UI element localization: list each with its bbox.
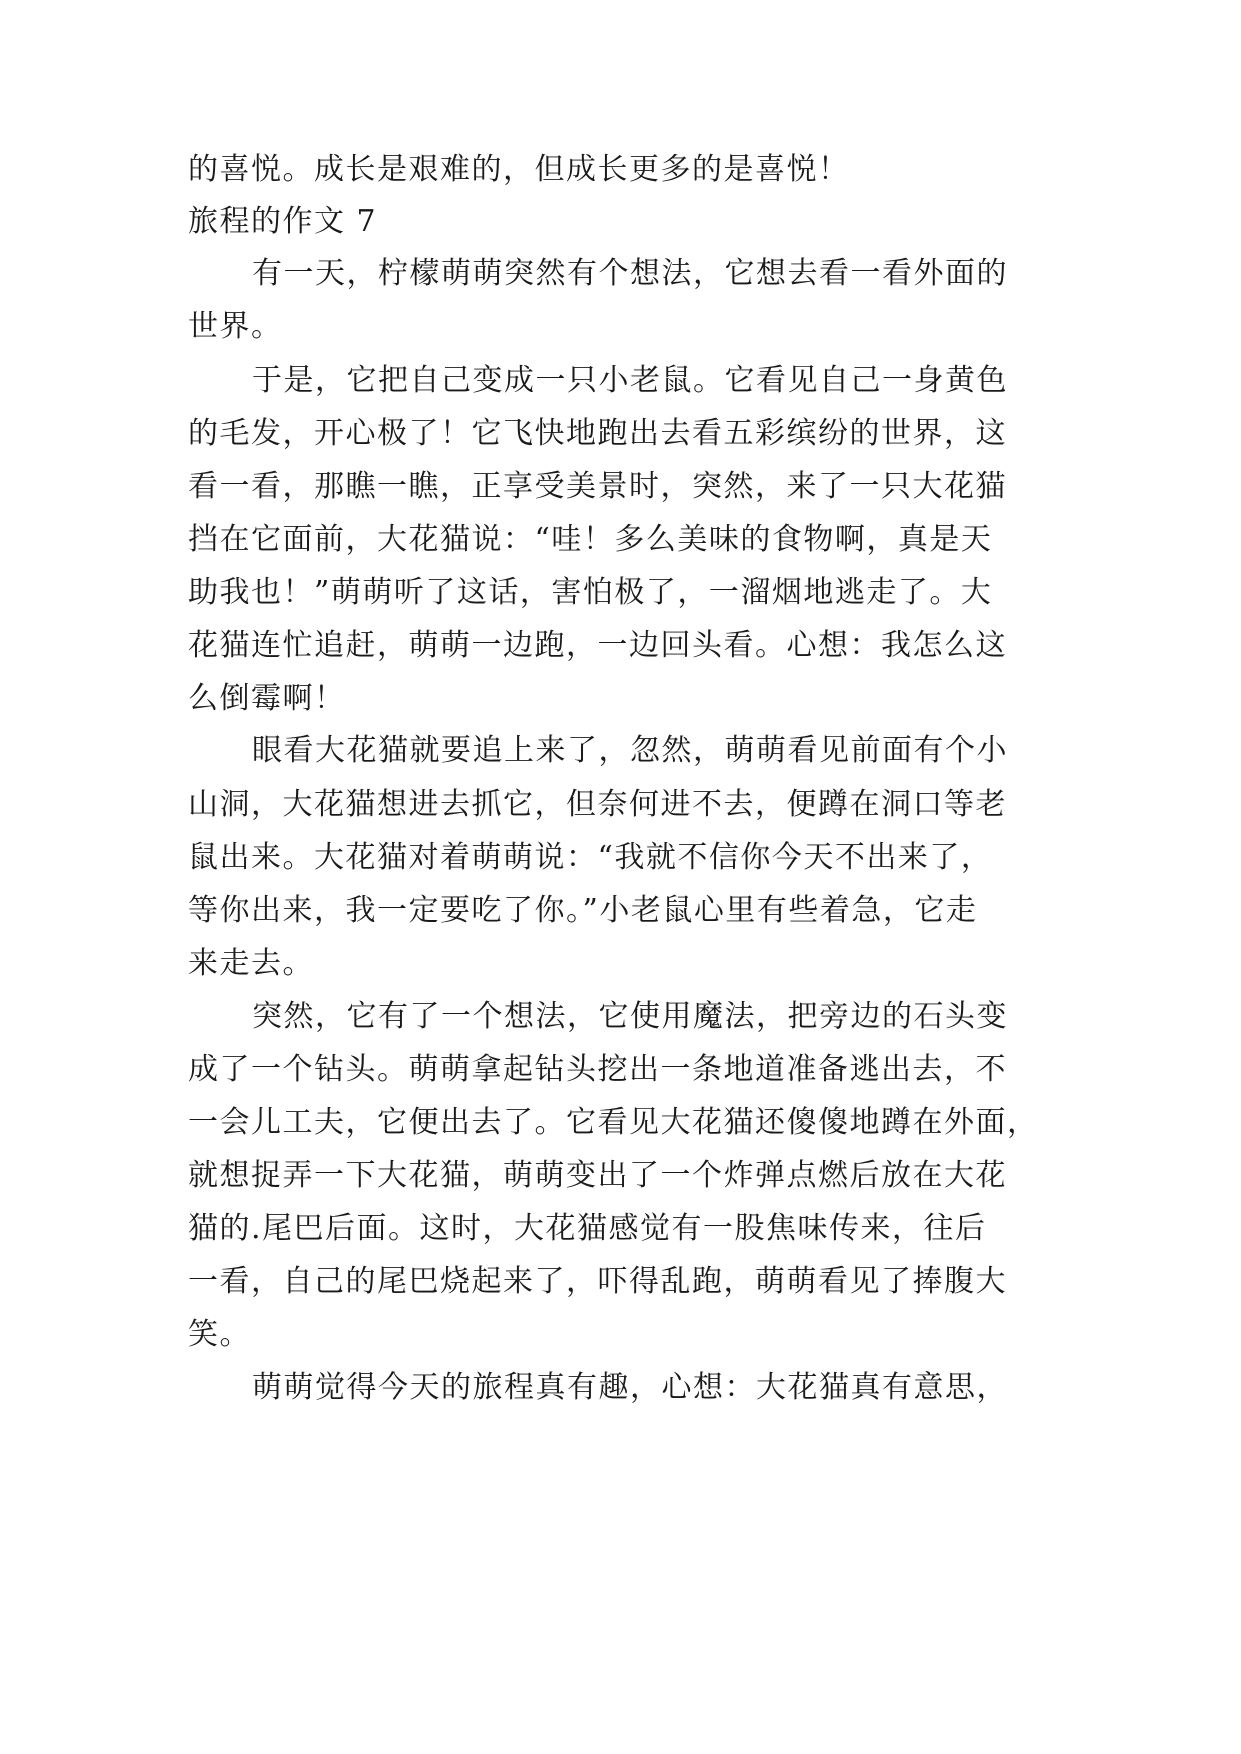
paragraph-line: 鼠出来。大花猫对着萌萌说：“我就不信你今天不出来了， <box>188 840 993 875</box>
paragraph-line: 于是，它把自己变成一只小老鼠。它看见自己一身黄色 <box>252 363 1008 398</box>
paragraph-line: 猫的.尾巴后面。这时，大花猫感觉有一股焦味传来，往后 <box>188 1211 987 1246</box>
paragraph-line: 来走去。 <box>188 946 314 981</box>
paragraph-line: 萌萌觉得今天的旅程真有趣，心想：大花猫真有意思， <box>252 1370 1008 1405</box>
paragraph-line: 看一看，那瞧一瞧，正享受美景时，突然，来了一只大花猫 <box>188 469 1007 504</box>
paragraph-line: 一看，自己的尾巴烧起来了，吓得乱跑，萌萌看见了捧腹大 <box>188 1264 1007 1299</box>
paragraph-line: 世界。 <box>188 309 283 344</box>
paragraph-line: 的毛发，开心极了！它飞快地跑出去看五彩缤纷的世界，这 <box>188 416 1007 451</box>
paragraph-line: 成了一个钻头。萌萌拿起钻头挖出一条地道准备逃出去，不 <box>188 1052 1007 1087</box>
paragraph-line: 助我也！”萌萌听了这话，害怕极了，一溜烟地逃走了。大 <box>188 575 993 610</box>
paragraph-line: 花猫连忙追赶，萌萌一边跑，一边回头看。心想：我怎么这 <box>188 628 1007 663</box>
paragraph-line: 么倒霉啊！ <box>188 681 346 716</box>
paragraph-line: 笑。 <box>188 1317 251 1352</box>
paragraph-line: 有一天，柠檬萌萌突然有个想法，它想去看一看外面的 <box>252 256 1008 291</box>
paragraph-line: 突然，它有了一个想法，它使用魔法，把旁边的石头变 <box>252 999 1008 1034</box>
paragraph-line: 挡在它面前，大花猫说：“哇！多么美味的食物啊，真是天 <box>188 522 993 557</box>
paragraph-line: 就想捉弄一下大花猫，萌萌变出了一个炸弹点燃后放在大花 <box>188 1158 1007 1193</box>
text-line: 的喜悦。成长是艰难的，但成长更多的是喜悦！ <box>188 152 850 187</box>
paragraph-line: 山洞，大花猫想进去抓它，但奈何进不去，便蹲在洞口等老 <box>188 787 1007 822</box>
paragraph-line: 等你出来，我一定要吃了你。”小老鼠心里有些着急，它走 <box>188 893 978 928</box>
paragraph-line: 眼看大花猫就要追上来了，忽然，萌萌看见前面有个小 <box>252 733 1008 768</box>
paragraph-line: 一会儿工夫，它便出去了。它看见大花猫还傻傻地蹲在外面， <box>188 1105 1039 1140</box>
section-heading: 旅程的作文 7 <box>188 204 378 239</box>
